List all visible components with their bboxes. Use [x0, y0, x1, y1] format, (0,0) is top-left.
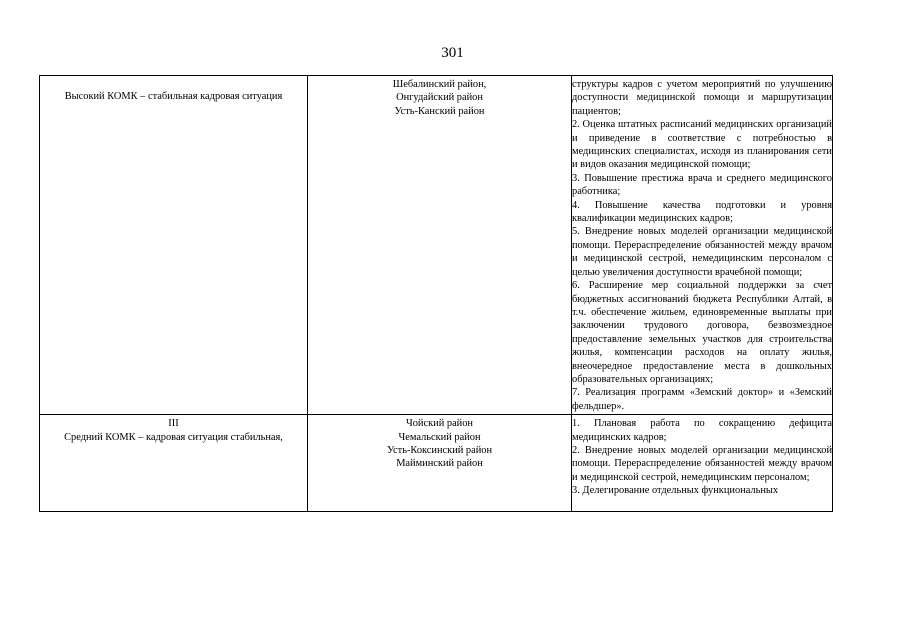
district-name: Шебалинский район,	[392, 79, 487, 90]
measure-item: 3. Делегирование отдельных функциональных	[572, 485, 779, 497]
measure-item: 7. Реализация программ «Земский доктор» и «Земский фельдшер».	[572, 387, 832, 412]
page-number: 301	[441, 45, 464, 61]
measures-cell	[572, 76, 833, 415]
district-name: Чемальский район	[398, 431, 481, 443]
measure-item: 1. Плановая работа по сокращению дефицита медицинских кадров;	[572, 418, 832, 443]
category-cell	[40, 415, 308, 512]
districts-cell	[308, 76, 572, 415]
komk-table	[39, 75, 833, 512]
measure-item: 5. Внедрение новых моделей организации медицинской помощи. Перераспределение обязанностей между врачом и медицинской сестрой, немедицинским персоналом с целью увеличения доступности врачебной помощи;	[572, 226, 832, 278]
district-name: Усть-Канский район	[394, 105, 485, 117]
district-name: Усть-Коксинский район	[386, 444, 493, 456]
measure-item: 3. Повышение престижа врача и среднего медицинского работника;	[572, 172, 832, 198]
measure-item: 2. Оценка штатных расписаний медицинских организаций и приведение в соответствие с потребностью в медицинских специалистах, исходя из планирования сети и видов оказания медицинской помощи;	[572, 119, 832, 171]
category-cell	[40, 76, 308, 415]
measure-item: 6. Расширение мер социальной поддержки за счет бюджетных ассигнований бюджета Республики Алтай, в т.ч. обеспечение жильем, единовременные выплаты при заключении трудового договора, безвозмездное предоставление земельных участков для строительства жилья, компенсации расходов на оплату жилья, внеочередное предоставление места в дошкольных образовательных организациях;	[572, 280, 832, 385]
category-text: Средний КОМК – кадровая ситуация стабильная,	[64, 431, 283, 443]
districts-cell	[308, 415, 572, 512]
measure-item: 4. Повышение качества подготовки и уровня квалификации медицинских кадров;	[572, 199, 832, 225]
table-row	[40, 415, 833, 512]
measure-item: структуры кадров с учетом мероприятий по улучшению доступности медицинской помощи и маршрутизации пациентов;	[572, 79, 832, 117]
district-name: Чойский район	[405, 418, 473, 430]
category-roman-numeral: III	[168, 418, 179, 430]
table-row	[40, 76, 833, 415]
district-name: Онгудайский район	[396, 92, 483, 104]
measures-cell	[572, 415, 833, 512]
district-name: Майминский район	[396, 458, 483, 470]
category-text: Высокий КОМК – стабильная кадровая ситуация	[64, 91, 283, 102]
measure-item: 2. Внедрение новых моделей организации медицинской помощи. Перераспределение обязанностей между врачом и медицинской сестрой, немедицинским персоналом;	[572, 444, 832, 483]
